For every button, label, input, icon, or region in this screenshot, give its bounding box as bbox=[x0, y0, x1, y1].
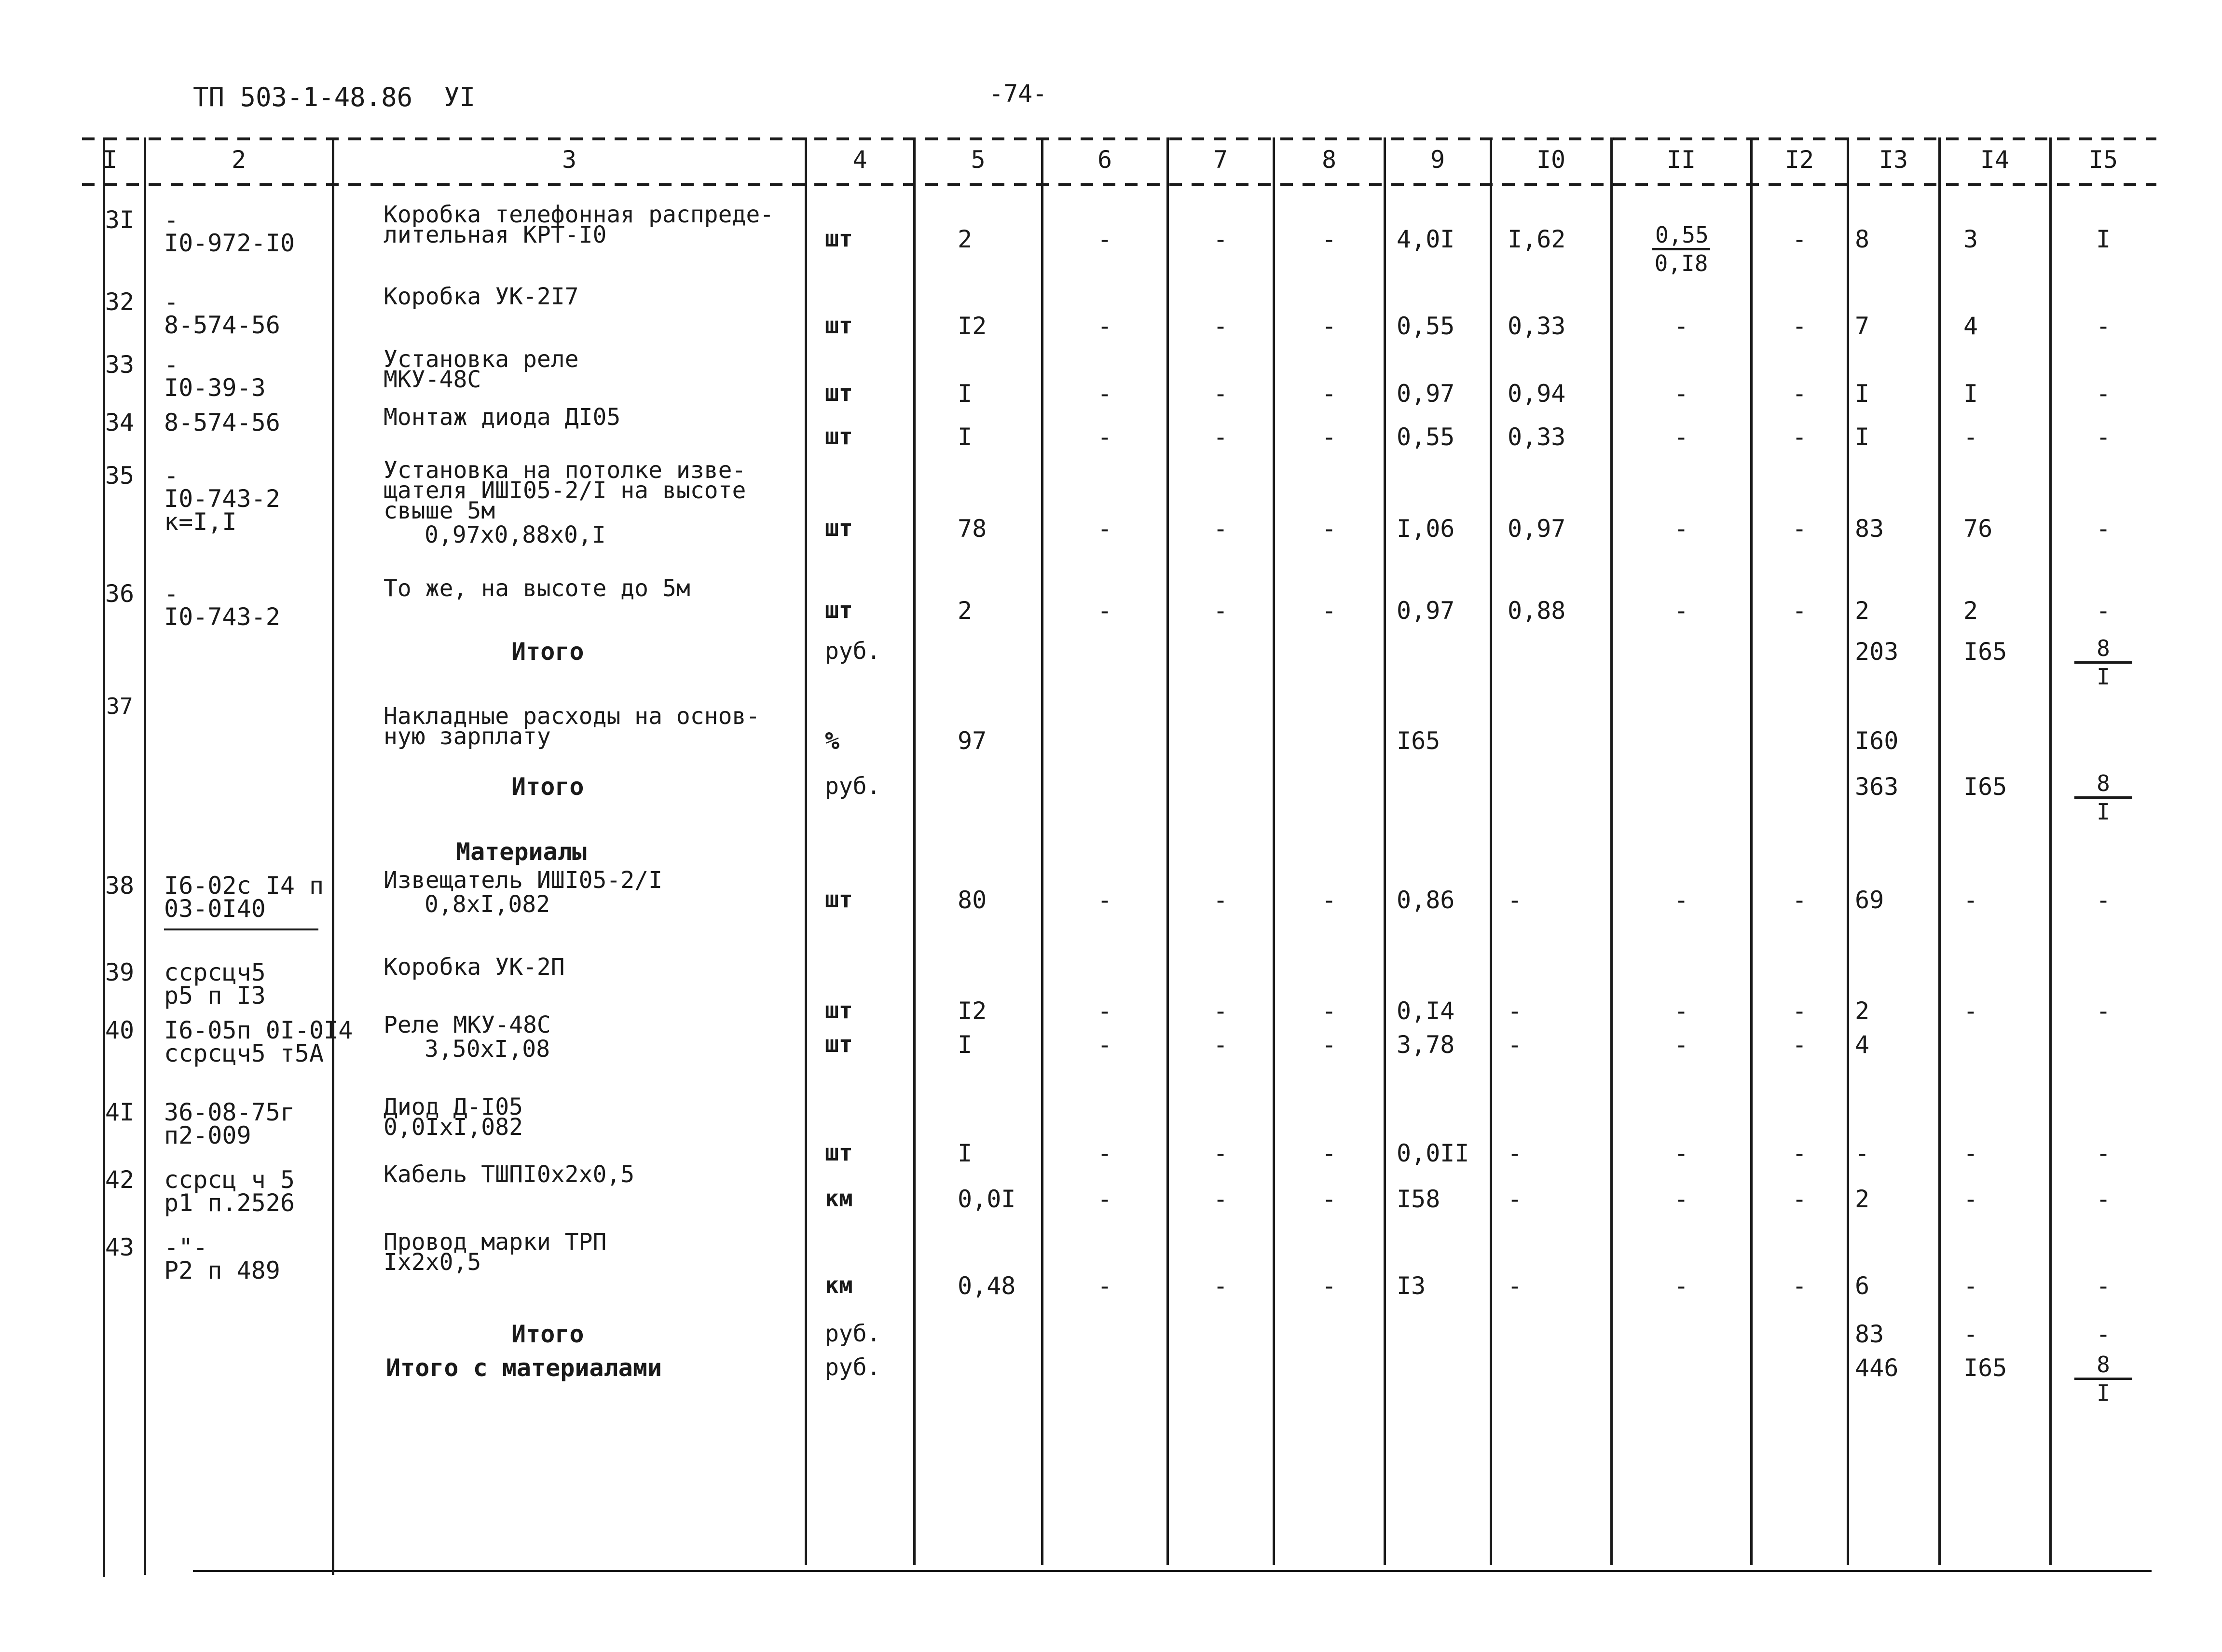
column-divider bbox=[1273, 137, 1275, 1565]
row-code: 36-08-75г bbox=[164, 1098, 295, 1126]
row-unit: шт bbox=[825, 1031, 853, 1058]
col7-value: - bbox=[1213, 380, 1228, 408]
col13-value: I60 bbox=[1855, 727, 1899, 755]
col12-value: - bbox=[1792, 312, 1807, 340]
subtotal-3-unit: руб. bbox=[825, 1320, 881, 1347]
row-number: 4I bbox=[105, 1098, 135, 1126]
col9-value: 0,97 bbox=[1397, 380, 1455, 408]
row-unit: шт bbox=[825, 515, 853, 542]
row-number: 34 bbox=[105, 409, 135, 437]
subtotal-1-unit: руб. bbox=[825, 638, 881, 665]
col9-value: 0,86 bbox=[1397, 886, 1455, 914]
column-header-3: 3 bbox=[562, 146, 577, 174]
col8-value: - bbox=[1321, 1185, 1337, 1213]
col8-value: - bbox=[1321, 597, 1337, 625]
subtotal-3-col13: 83 bbox=[1855, 1320, 1884, 1348]
col11-value: - bbox=[1673, 423, 1689, 451]
row-number: 32 bbox=[105, 288, 135, 316]
row-number: 42 bbox=[105, 1166, 135, 1194]
row-unit: % bbox=[825, 727, 840, 755]
col11-value: - bbox=[1673, 312, 1689, 340]
row-name: Установка реле bbox=[384, 346, 579, 373]
col7-value: - bbox=[1213, 597, 1228, 625]
col5-value: I2 bbox=[958, 997, 987, 1025]
col10-value: 0,33 bbox=[1508, 423, 1566, 451]
row-unit: шт bbox=[825, 997, 853, 1024]
col14-value: - bbox=[1963, 1272, 1978, 1300]
col6-value: - bbox=[1097, 515, 1112, 543]
col7-value: - bbox=[1213, 1139, 1228, 1167]
col10-value: - bbox=[1508, 1031, 1522, 1059]
row-code: Р2 п 489 bbox=[164, 1256, 280, 1284]
col5-value: 78 bbox=[958, 515, 987, 543]
col12-value: - bbox=[1792, 225, 1807, 253]
col7-value: - bbox=[1213, 997, 1228, 1025]
row-code: 8-574-56 bbox=[164, 311, 280, 339]
col8-value: - bbox=[1321, 1031, 1337, 1059]
col7-value: - bbox=[1213, 312, 1228, 340]
row-code: - bbox=[164, 462, 179, 490]
col10-value: 0,33 bbox=[1508, 312, 1566, 340]
col12-value: - bbox=[1792, 886, 1807, 914]
column-divider bbox=[1384, 137, 1386, 1565]
subtotal-1-col15-fraction-denominator: I bbox=[2097, 664, 2110, 690]
subtotal-2-col15-fraction-numerator: 8 bbox=[2074, 770, 2132, 799]
col15-value: - bbox=[2096, 515, 2111, 543]
col13-value: 4 bbox=[1855, 1031, 1870, 1059]
col13-value: 8 bbox=[1855, 225, 1870, 253]
col10-value: I,62 bbox=[1508, 225, 1566, 253]
col8-value: - bbox=[1321, 886, 1337, 914]
row-code: I6-05п 0I-0I4 bbox=[164, 1016, 353, 1044]
row-code: ссрсцч5 bbox=[164, 958, 266, 986]
grand-total-unit: руб. bbox=[825, 1354, 881, 1381]
col6-value: - bbox=[1097, 423, 1112, 451]
col12-value: - bbox=[1792, 1185, 1807, 1213]
row-code: ссрсцч5 т5А bbox=[164, 1039, 324, 1067]
col12-value: - bbox=[1792, 997, 1807, 1025]
row-name: Провод марки ТРП bbox=[384, 1229, 607, 1256]
grand-total-col13: 446 bbox=[1855, 1354, 1899, 1382]
column-header-6: 6 bbox=[1097, 146, 1112, 174]
column-header-13: I3 bbox=[1879, 146, 1908, 174]
col14-value: 3 bbox=[1963, 225, 1978, 253]
col10-value: - bbox=[1508, 1185, 1522, 1213]
column-header-1: I bbox=[102, 146, 118, 174]
col15-value: - bbox=[2096, 1272, 2111, 1300]
row-name: Монтаж диода ДI05 bbox=[384, 404, 621, 431]
column-divider bbox=[1490, 137, 1492, 1565]
col8-value: - bbox=[1321, 1139, 1337, 1167]
col7-value: - bbox=[1213, 1185, 1228, 1213]
col8-value: - bbox=[1321, 312, 1337, 340]
col14-value: 4 bbox=[1963, 312, 1978, 340]
row-name: Коробка УК-2I7 bbox=[384, 283, 579, 310]
column-header-15: I5 bbox=[2088, 146, 2118, 174]
column-header-14: I4 bbox=[1980, 146, 2010, 174]
col5-value: I bbox=[958, 380, 973, 408]
column-header-11: II bbox=[1666, 146, 1696, 174]
subtotal-2-col13: 363 bbox=[1855, 773, 1899, 801]
column-divider bbox=[144, 137, 146, 1575]
column-header-8: 8 bbox=[1321, 146, 1337, 174]
row-code: п2-009 bbox=[164, 1121, 251, 1149]
col8-value: - bbox=[1321, 225, 1337, 253]
col6-value: - bbox=[1097, 886, 1112, 914]
col15-value: - bbox=[2096, 1185, 2111, 1213]
row-code: - bbox=[164, 351, 179, 379]
col11-fraction-numerator: 0,55 bbox=[1652, 222, 1710, 250]
col15-value: - bbox=[2096, 997, 2111, 1025]
col9-value: 0,55 bbox=[1397, 312, 1455, 340]
row-name: Кабель ТШПI0х2х0,5 bbox=[384, 1161, 635, 1188]
col10-value: 0,94 bbox=[1508, 380, 1566, 408]
row-unit: шт bbox=[825, 312, 853, 339]
col11-value: - bbox=[1673, 515, 1689, 543]
col6-value: - bbox=[1097, 1139, 1112, 1167]
column-divider bbox=[1750, 137, 1753, 1565]
col7-value: - bbox=[1213, 225, 1228, 253]
subtotal-1-col14: I65 bbox=[1963, 638, 2007, 666]
row-name: щателя ИШI05-2/I на высоте bbox=[384, 477, 746, 504]
column-header-12: I2 bbox=[1784, 146, 1814, 174]
col6-value: - bbox=[1097, 380, 1112, 408]
col6-value: - bbox=[1097, 225, 1112, 253]
column-divider bbox=[1166, 137, 1169, 1565]
col11-value: - bbox=[1673, 1185, 1689, 1213]
col5-value: I bbox=[958, 1139, 973, 1167]
row-code: к=I,I bbox=[164, 508, 237, 536]
row-number: 33 bbox=[105, 351, 135, 379]
row-name: лительная КРТ-I0 bbox=[384, 221, 607, 248]
row-number: 39 bbox=[105, 958, 135, 986]
col8-value: - bbox=[1321, 997, 1337, 1025]
row-name: Установка на потолке изве- bbox=[384, 457, 746, 484]
row-coefficient: 0,8хI,082 bbox=[425, 891, 550, 918]
col15-value: - bbox=[2096, 423, 2111, 451]
col9-value: 0,I4 bbox=[1397, 997, 1455, 1025]
column-header-7: 7 bbox=[1213, 146, 1228, 174]
col11-value: - bbox=[1673, 886, 1689, 914]
col7-value: - bbox=[1213, 1272, 1228, 1300]
col11-value: - bbox=[1673, 997, 1689, 1025]
col12-value: - bbox=[1792, 1139, 1807, 1167]
col15-value: - bbox=[2096, 597, 2111, 625]
col6-value: - bbox=[1097, 1185, 1112, 1213]
col9-value: I65 bbox=[1397, 727, 1440, 755]
col10-value: - bbox=[1508, 1272, 1522, 1300]
subtotal-1-col15-fraction-numerator: 8 bbox=[2074, 635, 2132, 664]
row-code: р1 п.2526 bbox=[164, 1189, 295, 1217]
row-code: - bbox=[164, 206, 179, 234]
column-header-9: 9 bbox=[1430, 146, 1445, 174]
row-unit: шт bbox=[825, 1139, 853, 1166]
row-name: Коробка УК-2П bbox=[384, 954, 565, 981]
col5-value: 80 bbox=[958, 886, 987, 914]
col6-value: - bbox=[1097, 1272, 1112, 1300]
row-name: Извещатель ИШI05-2/I bbox=[384, 867, 662, 894]
col5-value: I2 bbox=[958, 312, 987, 340]
grand-total-col15-fraction bbox=[2074, 1352, 2132, 1406]
row-name: Реле МКУ-48С bbox=[384, 1011, 551, 1038]
subtotal-3-col15: - bbox=[2096, 1320, 2111, 1348]
col11-value: - bbox=[1673, 1031, 1689, 1059]
col14-value: - bbox=[1963, 886, 1978, 914]
col14-value: - bbox=[1963, 423, 1978, 451]
col7-value: - bbox=[1213, 423, 1228, 451]
col8-value: - bbox=[1321, 1272, 1337, 1300]
column-divider bbox=[2049, 137, 2052, 1565]
row-coefficient: 3,50хI,08 bbox=[425, 1036, 550, 1063]
subtotal-3-label: Итого bbox=[511, 1320, 584, 1348]
col12-value: - bbox=[1792, 423, 1807, 451]
col9-value: I58 bbox=[1397, 1185, 1440, 1213]
column-divider bbox=[1938, 137, 1941, 1565]
col10-value: 0,88 bbox=[1508, 597, 1566, 625]
row-code: -"- bbox=[164, 1233, 208, 1261]
col10-value: - bbox=[1508, 1139, 1522, 1167]
column-divider bbox=[1041, 137, 1043, 1565]
col13-value: I bbox=[1855, 380, 1870, 408]
row-unit: шт bbox=[825, 423, 853, 450]
column-divider bbox=[1610, 137, 1613, 1565]
col5-value: 97 bbox=[958, 727, 987, 755]
col7-value: - bbox=[1213, 1031, 1228, 1059]
row-code: ссрсц ч 5 bbox=[164, 1166, 295, 1194]
row-code: I0-39-3 bbox=[164, 374, 266, 402]
col14-value: 2 bbox=[1963, 597, 1978, 625]
col11-value: - bbox=[1673, 380, 1689, 408]
row-code: I0-743-2 bbox=[164, 603, 280, 631]
subtotal-1-col15-fraction bbox=[2074, 635, 2132, 690]
col12-value: - bbox=[1792, 1031, 1807, 1059]
col9-value: 0,0II bbox=[1397, 1139, 1469, 1167]
col9-value: 0,55 bbox=[1397, 423, 1455, 451]
subtotal-2-label: Итого bbox=[511, 773, 584, 801]
col13-value: 2 bbox=[1855, 997, 1870, 1025]
col15-value: - bbox=[2096, 312, 2111, 340]
col15-value: - bbox=[2096, 1139, 2111, 1167]
row-name: Диод Д-I05 bbox=[384, 1093, 523, 1120]
row-name: МКУ-48С bbox=[384, 366, 481, 393]
document-code: ТП 503-1-48.86 УI bbox=[193, 82, 476, 112]
row-code: 8-574-56 bbox=[164, 409, 280, 437]
subtotal-2-unit: руб. bbox=[825, 773, 881, 800]
col8-value: - bbox=[1321, 380, 1337, 408]
row-unit: км bbox=[825, 1272, 853, 1299]
table-bottom-rule bbox=[193, 1570, 2152, 1572]
col5-value: 0,0I bbox=[958, 1185, 1016, 1213]
col6-value: - bbox=[1097, 1031, 1112, 1059]
col12-value: - bbox=[1792, 515, 1807, 543]
column-header-4: 4 bbox=[852, 146, 867, 174]
col5-value: 0,48 bbox=[958, 1272, 1016, 1300]
col11-fraction bbox=[1652, 222, 1710, 276]
col13-value: 6 bbox=[1855, 1272, 1870, 1300]
row-code: I0-743-2 bbox=[164, 485, 280, 513]
col13-value: 69 bbox=[1855, 886, 1884, 914]
column-divider bbox=[805, 137, 807, 1565]
row-unit: км bbox=[825, 1185, 853, 1212]
row-name: свыше 5м bbox=[384, 497, 495, 524]
col14-value: I bbox=[1963, 380, 1978, 408]
col13-value: 7 bbox=[1855, 312, 1870, 340]
row-code: I0-972-I0 bbox=[164, 229, 295, 257]
row-number: 3I bbox=[105, 206, 135, 234]
col6-value: - bbox=[1097, 312, 1112, 340]
col9-value: I,06 bbox=[1397, 515, 1455, 543]
col9-value: 4,0I bbox=[1397, 225, 1455, 253]
subtotal-2-col14: I65 bbox=[1963, 773, 2007, 801]
row-number: 38 bbox=[105, 872, 135, 900]
subtotal-2-col15-fraction-denominator: I bbox=[2097, 799, 2110, 825]
col15-value: I bbox=[2096, 225, 2111, 253]
col10-value: 0,97 bbox=[1508, 515, 1566, 543]
grand-total-label: Итого с материалами bbox=[386, 1354, 662, 1382]
column-divider bbox=[913, 137, 916, 1565]
column-divider bbox=[1847, 137, 1849, 1565]
col11-value: - bbox=[1673, 1272, 1689, 1300]
row-code: - bbox=[164, 580, 179, 608]
col14-value: 76 bbox=[1963, 515, 1993, 543]
row-number: 43 bbox=[105, 1233, 135, 1261]
subtotal-2-col15-fraction bbox=[2074, 770, 2132, 825]
col11-value: - bbox=[1673, 1139, 1689, 1167]
row-unit: шт bbox=[825, 380, 853, 407]
col9-value: I3 bbox=[1397, 1272, 1426, 1300]
col6-value: - bbox=[1097, 597, 1112, 625]
column-divider bbox=[332, 137, 334, 1575]
col11-fraction-denominator: 0,I8 bbox=[1654, 250, 1708, 276]
col12-value: - bbox=[1792, 380, 1807, 408]
col14-value: - bbox=[1963, 1185, 1978, 1213]
col13-value: - bbox=[1855, 1139, 1870, 1167]
col12-value: - bbox=[1792, 597, 1807, 625]
subtotal-3-col14: - bbox=[1963, 1320, 1978, 1348]
row-name: То же, на высоте до 5м bbox=[384, 575, 690, 602]
row-unit: шт bbox=[825, 225, 853, 252]
col13-value: I bbox=[1855, 423, 1870, 451]
col8-value: - bbox=[1321, 423, 1337, 451]
col5-value: 2 bbox=[958, 225, 973, 253]
col10-value: - bbox=[1508, 886, 1522, 914]
col13-value: 2 bbox=[1855, 1185, 1870, 1213]
table-top-rule bbox=[82, 137, 2156, 140]
col13-value: 2 bbox=[1855, 597, 1870, 625]
col14-value: - bbox=[1963, 1139, 1978, 1167]
col15-value: - bbox=[2096, 886, 2111, 914]
col7-value: - bbox=[1213, 886, 1228, 914]
grand-total-col15-fraction-numerator: 8 bbox=[2074, 1352, 2132, 1380]
row-number: 40 bbox=[105, 1016, 135, 1044]
col13-value: 83 bbox=[1855, 515, 1884, 543]
row-unit: шт bbox=[825, 597, 853, 624]
row-code: I6-02с I4 п bbox=[164, 872, 324, 900]
row-code: - bbox=[164, 288, 179, 316]
grand-total-col14: I65 bbox=[1963, 1354, 2007, 1382]
header-bottom-rule bbox=[82, 183, 2156, 186]
col14-value: - bbox=[1963, 997, 1978, 1025]
row-name: Накладные расходы на основ- bbox=[384, 703, 760, 730]
materials-heading: Материалы bbox=[456, 838, 587, 866]
grand-total-col15-fraction-denominator: I bbox=[2097, 1380, 2110, 1406]
col15-value: - bbox=[2096, 380, 2111, 408]
row-name: ную зарплату bbox=[384, 723, 551, 750]
col11-value: - bbox=[1673, 597, 1689, 625]
row-number: 37 bbox=[106, 693, 133, 719]
col9-value: 0,97 bbox=[1397, 597, 1455, 625]
col6-value: - bbox=[1097, 997, 1112, 1025]
col8-value: - bbox=[1321, 515, 1337, 543]
col9-value: 3,78 bbox=[1397, 1031, 1455, 1059]
row-number: 35 bbox=[105, 462, 135, 490]
row-code: р5 п I3 bbox=[164, 982, 266, 1010]
col10-value: - bbox=[1508, 997, 1522, 1025]
row-name: Iх2х0,5 bbox=[384, 1249, 481, 1276]
row-name: Коробка телефонная распреде- bbox=[384, 201, 774, 228]
row-code: 03-0I40 bbox=[164, 895, 266, 923]
page-number: -74- bbox=[989, 80, 1047, 108]
row-coefficient: 0,97х0,88х0,I bbox=[425, 521, 606, 548]
code-underline bbox=[164, 928, 318, 930]
col5-value: I bbox=[958, 1031, 973, 1059]
row-unit: шт bbox=[825, 886, 853, 913]
row-name: 0,0IхI,082 bbox=[384, 1114, 523, 1141]
column-header-2: 2 bbox=[231, 146, 247, 174]
col7-value: - bbox=[1213, 515, 1228, 543]
column-header-5: 5 bbox=[971, 146, 986, 174]
column-header-10: I0 bbox=[1536, 146, 1566, 174]
col5-value: I bbox=[958, 423, 973, 451]
col5-value: 2 bbox=[958, 597, 973, 625]
subtotal-1-col13: 203 bbox=[1855, 638, 1899, 666]
col12-value: - bbox=[1792, 1272, 1807, 1300]
row-number: 36 bbox=[105, 580, 135, 608]
subtotal-1-label: Итого bbox=[511, 638, 584, 666]
